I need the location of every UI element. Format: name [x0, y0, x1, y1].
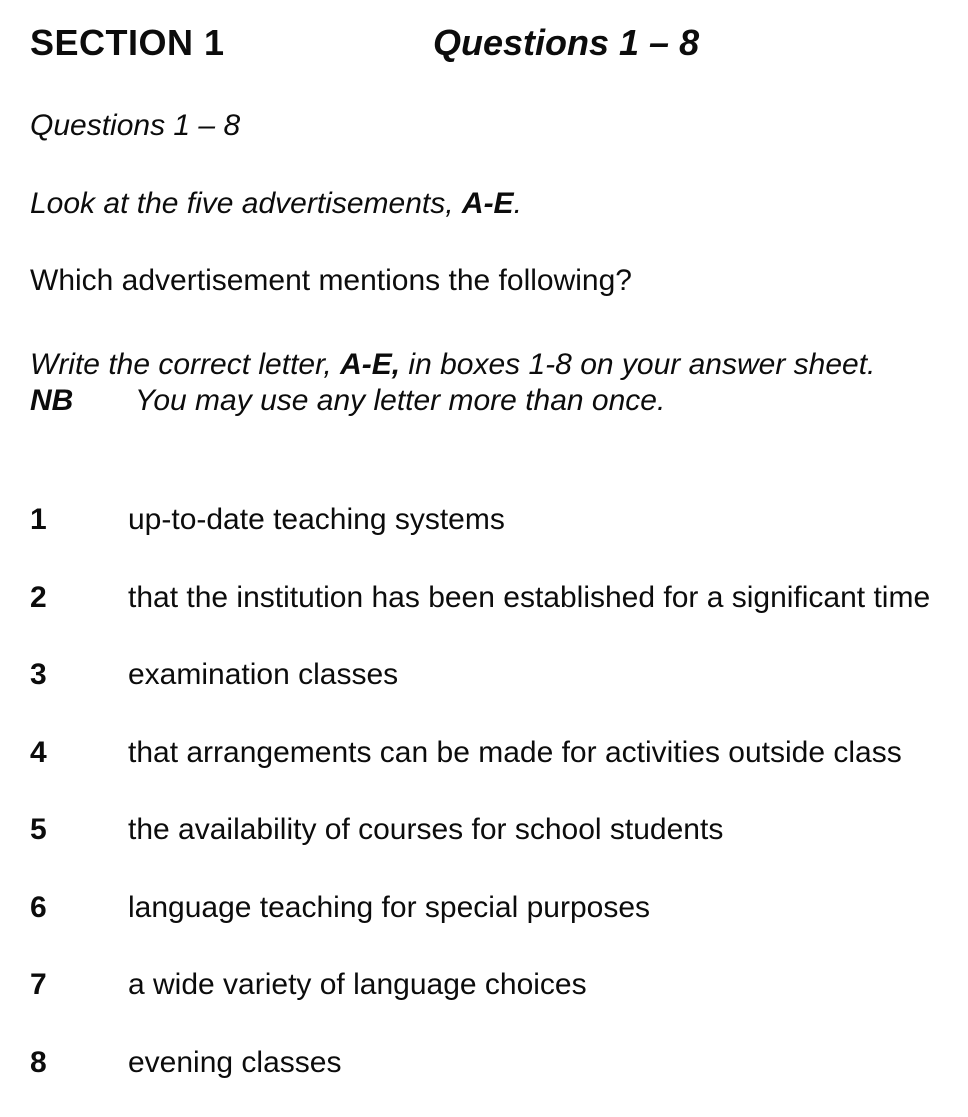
- write-prefix: Write the correct letter,: [30, 348, 341, 381]
- nb-label: NB: [30, 384, 74, 417]
- questions-subheading: Questions 1 – 8: [30, 109, 241, 142]
- questions-range-heading: Questions 1 – 8: [433, 22, 700, 63]
- question-number: 5: [30, 813, 47, 846]
- nb-text: You may use any letter more than once.: [135, 384, 666, 417]
- question-item-7: [30, 967, 587, 1003]
- look-letter-range: A-E: [461, 187, 514, 220]
- instruction-write-line: [30, 347, 875, 383]
- question-number: 6: [30, 891, 47, 924]
- question-item-6: [30, 890, 650, 926]
- write-letter-range: A-E,: [340, 348, 401, 381]
- instruction-which-line: Which advertisement mentions the following?: [30, 264, 632, 297]
- section-title: SECTION 1: [30, 22, 225, 63]
- instruction-nb-line: [30, 383, 665, 419]
- question-item-8: [30, 1045, 341, 1081]
- question-item-3: [30, 657, 398, 693]
- question-number: 8: [30, 1046, 47, 1079]
- question-text: the availability of courses for school students: [128, 813, 724, 846]
- look-suffix: .: [513, 187, 522, 220]
- question-text: that the institution has been established for a significant time: [128, 581, 931, 614]
- question-number: 7: [30, 968, 47, 1001]
- question-text: that arrangements can be made for activities outside class: [128, 736, 902, 769]
- question-text: a wide variety of language choices: [128, 968, 587, 1001]
- question-item-2: [30, 580, 930, 616]
- question-item-4: [30, 735, 902, 771]
- question-text: examination classes: [128, 658, 399, 691]
- look-prefix: Look at the five advertisements,: [30, 187, 462, 220]
- question-number: 2: [30, 581, 47, 614]
- question-text: evening classes: [128, 1046, 342, 1079]
- question-item-5: [30, 812, 723, 848]
- question-item-1: [30, 502, 505, 538]
- question-text: language teaching for special purposes: [128, 891, 651, 924]
- question-number: 1: [30, 503, 47, 536]
- write-suffix: in boxes 1-8 on your answer sheet.: [400, 348, 876, 381]
- question-number: 4: [30, 736, 47, 769]
- question-text: up-to-date teaching systems: [128, 503, 505, 536]
- instruction-look-line: [30, 186, 522, 222]
- question-number: 3: [30, 658, 47, 691]
